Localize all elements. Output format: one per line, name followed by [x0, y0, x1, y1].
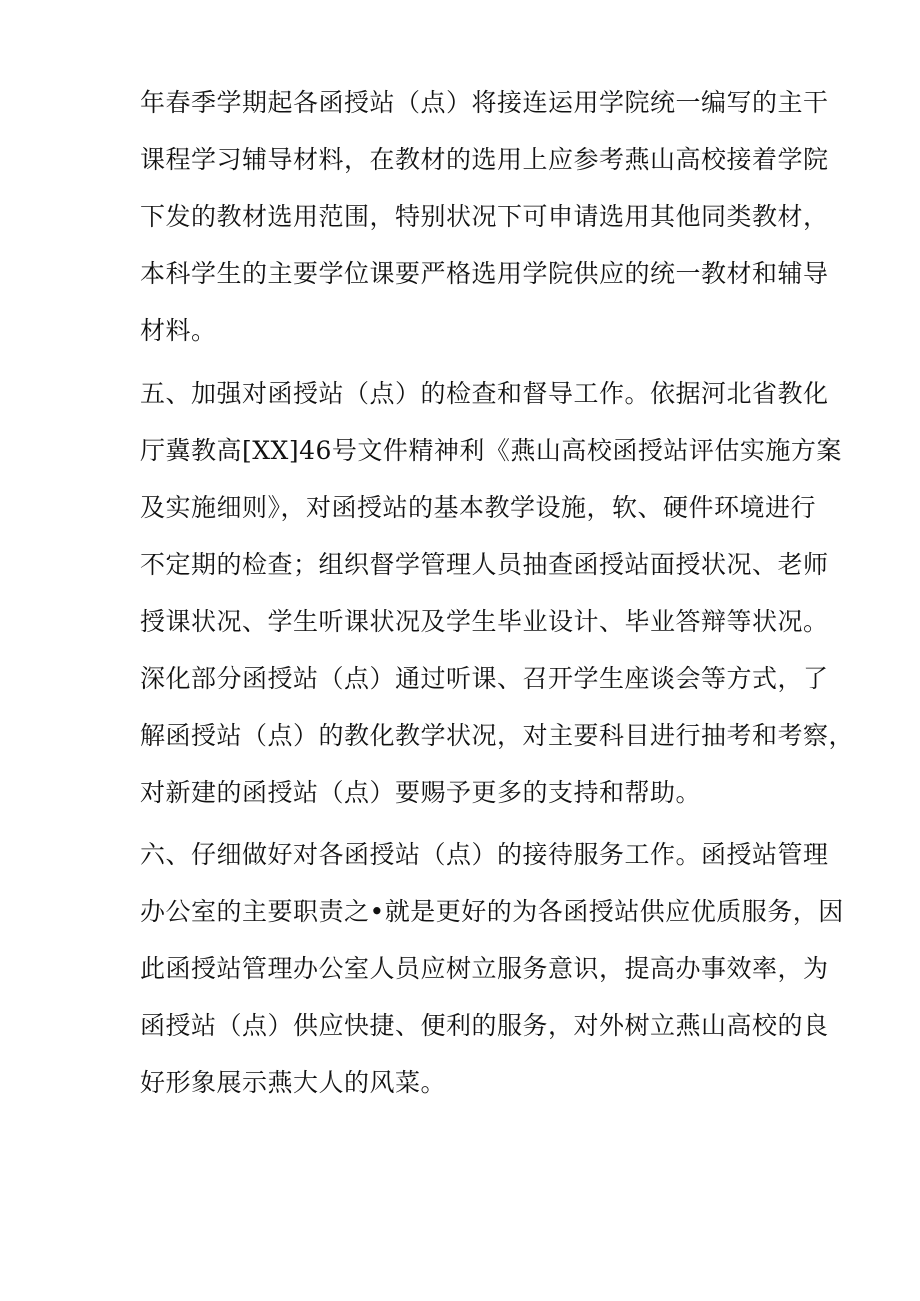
text-line: 不定期的检查；组织督学管理人员抽查函授站面授状况、老师: [140, 550, 829, 579]
text-line: 材料。: [140, 316, 217, 345]
text-line: 办公室的主要职责之•就是更好的为各函授站供应优质服务，因: [140, 897, 844, 926]
text-line: 深化部分函授站（点）通过听课、召开学生座谈会等方式，了: [140, 664, 829, 693]
text-line: 五、加强对函授站（点）的检查和督导工作。依据河北省教化: [140, 379, 829, 408]
text-line: 下发的教材选用范围，特别状况下可申请选用其他同类教材，: [140, 202, 829, 231]
paragraph-reception-service: [140, 826, 844, 1111]
text-line: 授课状况、学生听课状况及学生毕业设计、毕业答辩等状况。: [140, 607, 829, 636]
paragraph-textbook-selection: [140, 74, 829, 359]
text-line: 及实施细则》，对函授站的基本教学设施，软、硬件环境进行: [140, 493, 817, 522]
text-line: 厅冀教高[XX]46号文件精神利《燕山高校函授站评估实施方案: [140, 436, 842, 465]
text-line: 此函授站管理办公室人员应树立服务意识，提高办事效率，为: [140, 954, 829, 983]
paragraph-inspection-supervision: [140, 365, 855, 821]
text-line: 好形象展示燕大人的风菜。: [140, 1068, 447, 1097]
text-line: 本科学生的主要学位课要严格选用学院供应的统一教材和辅导: [140, 259, 829, 288]
text-line: 六、仔细做好对各函授站（点）的接待服务工作。函授站管理: [140, 840, 829, 869]
text-line: 课程学习辅导材料，在教材的选用上应参考燕山高校接着学院: [140, 145, 829, 174]
text-line: 年春季学期起各函授站（点）将接连运用学院统一编写的主干: [140, 88, 829, 117]
text-line: 解函授站（点）的教化教学状况，对主要科目进行抽考和考察，: [140, 721, 855, 750]
text-line: 函授站（点）供应快捷、便利的服务，对外树立燕山高校的良: [140, 1011, 829, 1040]
text-line: 对新建的函授站（点）要赐予更多的支持和帮助。: [140, 778, 702, 807]
